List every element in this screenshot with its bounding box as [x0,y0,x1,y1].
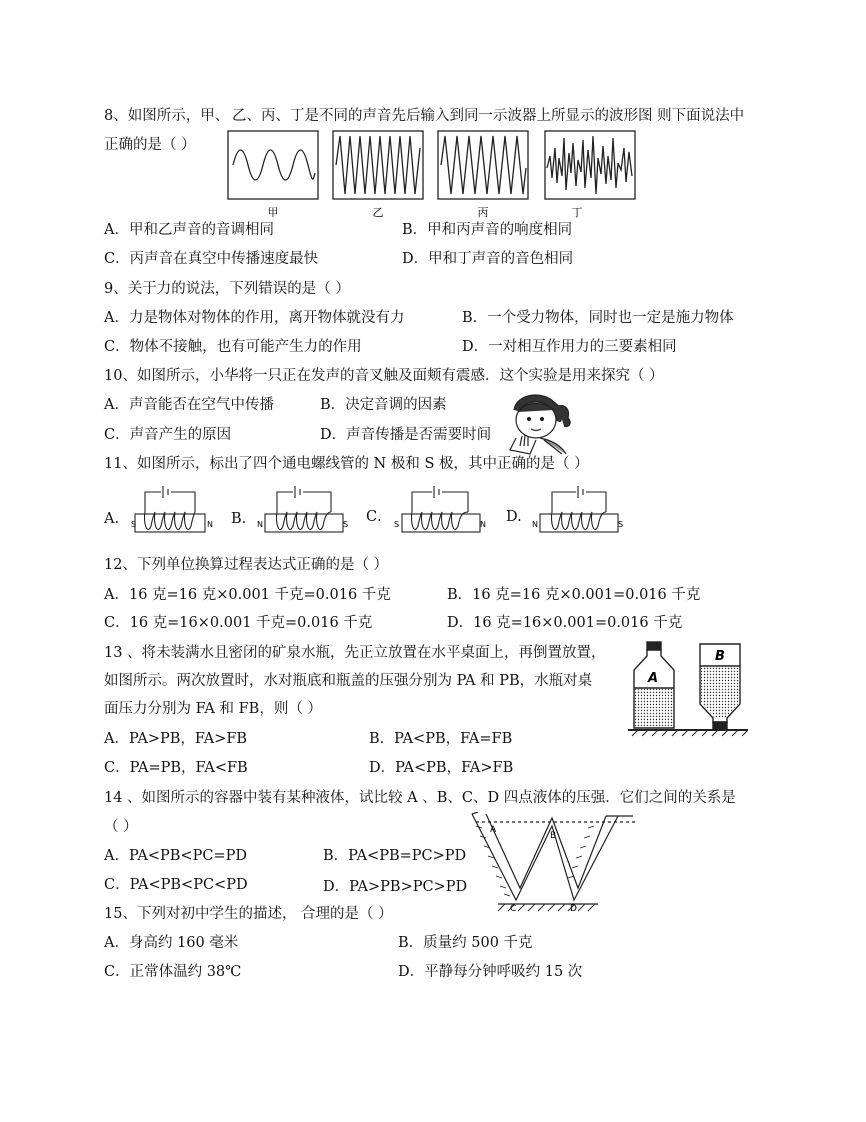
q14-option-a: A．PA<PB<PC=PD [104,848,247,864]
q13-stem-line2: 如图所示。两次放置时，水对瓶底和瓶盖的压强分别为 PA 和 PB，水瓶对桌 [104,673,593,689]
solenoid-c-right-pole: N [480,520,486,529]
wave-label-bing: 丙 [477,206,489,219]
q8-stem-part1: 8、如图所示，甲、 [104,108,230,124]
bottle-a-label: A [648,671,659,686]
wave-bing [441,136,526,194]
q13-stem-line3: 面压力分别为 FA 和 FB，则（ ） [104,701,322,717]
q11-option-d: D. [506,509,522,525]
w-shaped-container-figure [468,812,643,914]
wave-label-ding: 丁 [571,206,583,219]
solenoid-d-left-pole: N [532,520,538,529]
q8-option-d: D．甲和丁声音的音色相同 [402,251,574,267]
q8-option-b: B．甲和丙声音的响度相同 [402,222,573,238]
q11-option-c: C． [366,509,392,525]
q14-option-b: B．PA<PB=PC>PD [323,848,467,864]
wave-label-yi: 乙 [372,206,384,219]
wave-panel-jia [228,131,318,199]
q15-option-b: B．质量约 500 千克 [398,935,533,951]
q13-stem-line1: 13 、将未装满水且密闭的矿泉水瓶，先正立放置在水平桌面上，再倒置放置， [104,645,606,661]
q8-option-c: C．丙声音在真空中传播速度最快 [104,251,319,267]
point-d-label: D [570,904,577,914]
q9-option-c: C．物体不接触，也有可能产生力的作用 [104,339,362,355]
wave-label-jia: 甲 [267,206,279,219]
q14-stem: 14 、如图所示的容器中装有某种液体，试比较 A 、B、C、D 四点液体的压强．它们之间的关系是 [104,790,736,806]
q9-stem: 9、关于力的说法，下列错误的是（ ） [104,281,350,297]
bottle-a-cap [647,642,661,650]
q10-option-a: A．声音能否在空气中传播 [104,397,274,413]
point-c-label: C [510,904,517,914]
solenoid-c [392,482,487,542]
q15-option-a: A．身高约 160 毫米 [104,935,239,951]
q8-stem-part3: 正确的是（ ） [104,137,196,153]
q11-option-b: B. [231,511,247,527]
point-a-label: A [490,825,497,835]
q13-option-a: A．PA>PB，FA>FB [104,731,248,747]
solenoid-d [530,482,625,542]
q12-stem: 12、下列单位换算过程表达式正确的是（ ） [104,557,389,573]
q10-option-c: C．声音产生的原因 [104,427,232,443]
q14-option-c: C．PA<PB<PC<PD [104,877,248,893]
water-bottles-figure [628,640,748,740]
wave-ding [547,136,632,194]
wave-yi [336,136,420,194]
oscilloscope-waveforms-figure [225,128,645,223]
q9-option-d: D．一对相互作用力的三要素相同 [462,339,677,355]
q12-option-a: A．16 克=16 克×0.001 千克=0.016 千克 [104,587,391,603]
q8-stem-part2: 乙、丙、丁是不同的声音先后输入到同一示波器上所显示的波形图 则下面说法中 [232,108,745,124]
q8-option-a: A．甲和乙声音的音调相同 [104,222,274,238]
q12-option-b: B．16 克=16 克×0.001=0.016 千克 [447,587,701,603]
wave-jia [233,150,315,180]
q12-option-d: D．16 克=16×0.001=0.016 千克 [447,615,683,631]
solenoid-a-left-pole: S [131,520,137,529]
solenoid-d-right-pole: S [618,520,624,529]
q10-stem: 10、如图所示，小华将一只正在发声的音叉触及面颊有震感．这个实验是用来探究（ ） [104,368,664,384]
q13-option-d: D．PA<PB，FA>FB [369,760,514,776]
solenoid-a-right-pole: N [207,520,213,529]
q13-option-c: C．PA=PB，FA<FB [104,760,248,776]
solenoid-c-left-pole: S [394,520,400,529]
q11-option-a: A. [104,511,120,527]
solenoid-b-right-pole: S [343,520,349,529]
solenoid-a [125,482,215,542]
q12-option-c: C．16 克=16×0.001 千克=0.016 千克 [104,615,373,631]
q9-option-b: B．一个受力物体，同时也一定是施力物体 [462,310,734,326]
solenoid-b-left-pole: N [257,520,263,529]
q15-option-c: C．正常体温约 38℃ [104,964,242,980]
girl-tuning-fork-illustration [500,388,575,456]
q9-option-a: A．力是物体对物体的作用，离开物体就没有力 [104,310,405,326]
bottle-b-label: B [715,649,725,664]
q15-stem: 15、下列对初中学生的描述， 合理的是（ ） [104,906,393,922]
q15-option-d: D．平静每分钟呼吸约 15 次 [398,964,583,980]
q10-option-b: B．决定音调的因素 [320,397,447,413]
solenoid-b [255,482,350,542]
q11-stem: 11、如图所示，标出了四个通电螺线管的 N 极和 S 极，其中正确的是（ ） [104,456,589,472]
q10-option-d: D．声音传播是否需要时间 [320,427,492,443]
q14-paren: （ ） [104,819,138,835]
q14-option-d: D．PA>PB>PC>PD [323,879,468,895]
q13-option-b: B．PA<PB，FA=FB [369,731,513,747]
point-b-label: B [550,831,557,841]
